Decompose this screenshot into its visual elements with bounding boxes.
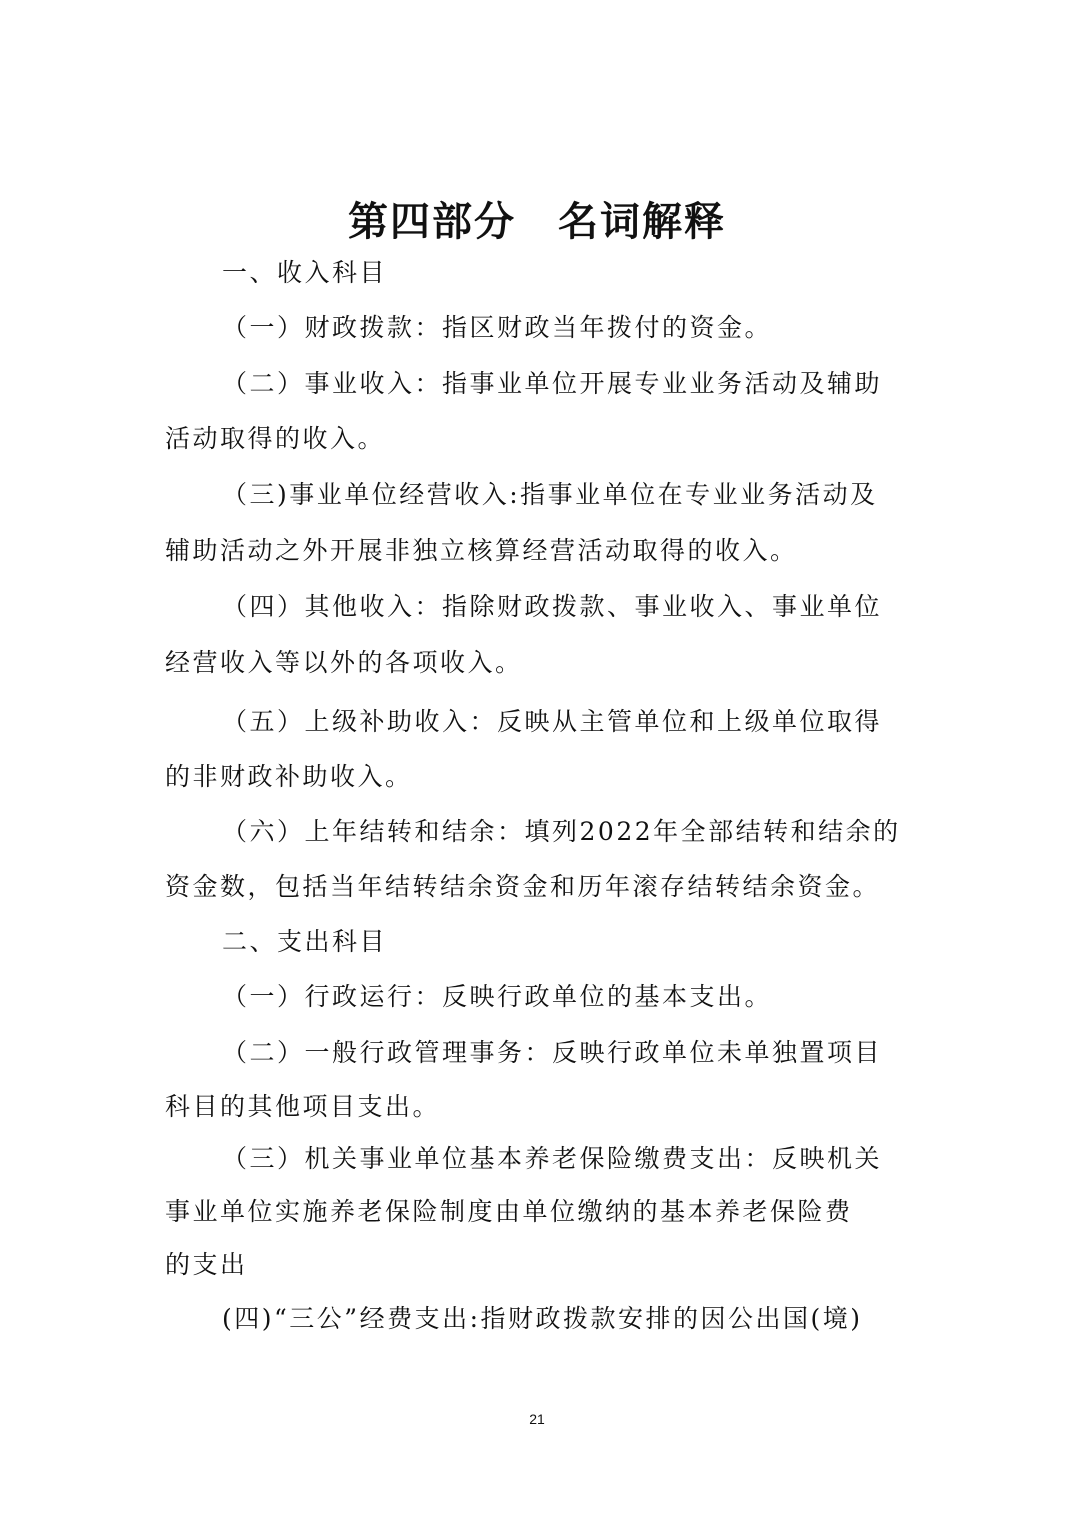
- page-number: 21: [529, 1411, 545, 1427]
- section-heading-expenditure: 二、支出科目: [222, 927, 388, 956]
- expenditure-item-2-line-1: （二）一般行政管理事务：反映行政单位未单独置项目: [222, 1038, 883, 1067]
- income-item-3-line-2: 辅助活动之外开展非独立核算经营活动取得的收入。: [165, 536, 798, 565]
- expenditure-item-2-line-2: 科目的其他项目支出。: [165, 1092, 441, 1121]
- section-heading-income: 一、收入科目: [222, 258, 388, 287]
- expenditure-item-3-line-1: （三）机关事业单位基本养老保险缴费支出：反映机关: [222, 1144, 883, 1173]
- income-item-2-line-2: 活动取得的收入。: [165, 424, 386, 453]
- expenditure-item-3-line-3: 的支出: [165, 1250, 248, 1279]
- income-item-1-line-1: （一）财政拨款：指区财政当年拨付的资金。: [222, 313, 773, 342]
- expenditure-item-4-line-1: (四)“三公”经费支出:指财政拨款安排的因公出国(境): [222, 1304, 863, 1333]
- income-item-2-line-1: （二）事业收入：指事业单位开展专业业务活动及辅助: [222, 369, 883, 398]
- expenditure-item-1-line-1: （一）行政运行：反映行政单位的基本支出。: [222, 982, 773, 1011]
- income-item-4-line-2: 经营收入等以外的各项收入。: [165, 648, 523, 677]
- income-item-6-line-1: （六）上年结转和结余：填列2022年全部结转和结余的: [222, 817, 901, 846]
- page-title: 第四部分 名词解释: [348, 199, 726, 245]
- income-item-6-line-2: 资金数，包括当年结转结余资金和历年滚存结转结余资金。: [165, 872, 881, 901]
- income-item-4-line-1: （四）其他收入：指除财政拨款、事业收入、事业单位: [222, 592, 883, 621]
- income-item-5-line-2: 的非财政补助收入。: [165, 762, 413, 791]
- income-item-3-line-1: （三)事业单位经营收入:指事业单位在专业业务活动及: [222, 480, 878, 509]
- expenditure-item-3-line-2: 事业单位实施养老保险制度由单位缴纳的基本养老保险费: [165, 1197, 853, 1226]
- income-item-5-line-1: （五）上级补助收入：反映从主管单位和上级单位取得: [222, 707, 883, 736]
